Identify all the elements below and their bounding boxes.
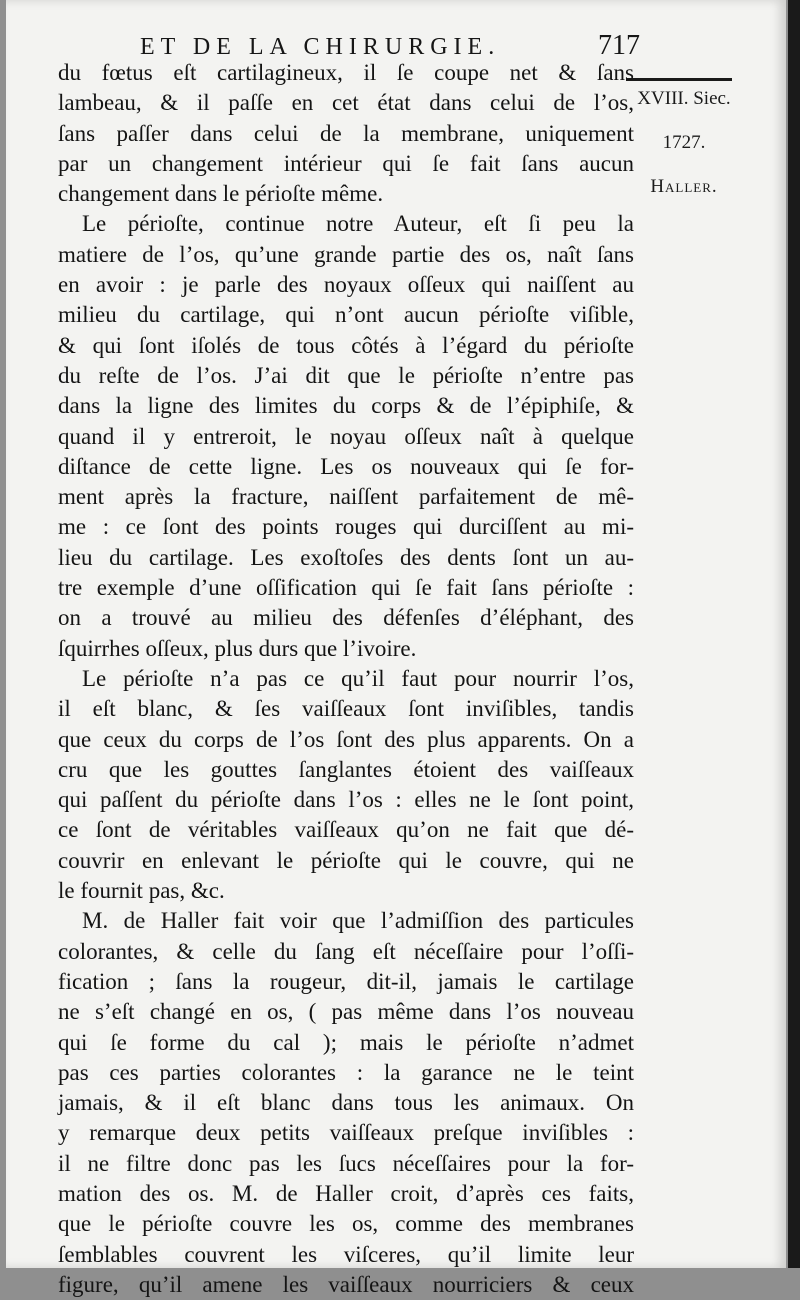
margin-year: 1727. [662, 132, 706, 153]
text-line: cru que les gouttes ſanglantes étoient des vaiſſeaux [58, 756, 634, 782]
text-line: mation des os. M. de Haller croit, d’après ces faits, [58, 1180, 634, 1206]
text-line: ce ſont de véritables vaiſſeaux qu’on ne fait que dé- [58, 817, 634, 843]
text-line: M. de Haller fait voir que l’admiſſion des particules [82, 908, 634, 934]
paragraph-1 [58, 58, 634, 209]
text-line: & qui ſont iſolés de tous côtés à l’égard du périoſte [58, 332, 634, 358]
page-number: 717 [598, 30, 640, 61]
text-line: milieu du cartilage, qui n’ont aucun périoſte viſible, [58, 302, 634, 328]
text-line: figure, qu’il amene les vaiſſeaux nourriciers & ceux [58, 1271, 634, 1297]
text-line: lambeau, & il paſſe en cet état dans celui de l’os, [58, 90, 634, 116]
text-line: changement dans le périoſte même. [58, 181, 384, 207]
text-line: jamais, & il eſt blanc dans tous les animaux. On [58, 1090, 634, 1116]
text-line: du reſte de l’os. J’ai dit que le périoſte n’entre pas [58, 362, 634, 388]
margin-century: XVIII. Siec. [637, 88, 731, 109]
running-title: ET DE LA CHIRURGIE. [140, 34, 501, 60]
text-line: le fournit pas, &c. [58, 878, 225, 904]
text-line: ſans paſſer dans celui de la membrane, uniquement [58, 120, 634, 146]
text-line: par un changement intérieur qui ſe fait ſans aucun [58, 150, 634, 176]
margin-rule [626, 78, 732, 81]
margin-notes [634, 88, 754, 220]
book-page [6, 0, 786, 1297]
text-line: Le périoſte n’a pas ce qu’il faut pour nourrir l’os, [82, 665, 634, 691]
text-line: qui ſe forme du cal ); mais le périoſte n’admet [58, 1029, 634, 1055]
text-line: lieu du cartilage. Les exoſtoſes des dents ſont un au- [58, 544, 634, 570]
text-line: dans la ligne des limites du corps & de l’épiphiſe, & [58, 393, 634, 419]
text-line: on a trouvé au milieu des défenſes d’éléphant, des [58, 605, 634, 631]
text-line: Le périoſte, continue notre Auteur, eſt ſi peu la [82, 211, 634, 237]
text-line: ment après la fracture, naiſſent parfaitement de mê- [58, 484, 634, 510]
text-line: colorantes, & celle du ſang eſt néceſſaire pour l’oſſi- [58, 938, 634, 964]
text-line: du fœtus eſt cartilagineux, il ſe coupe net & ſans [58, 60, 634, 85]
text-line: en avoir : je parle des noyaux oſſeux qui naiſſent au [58, 272, 634, 298]
text-line: ſemblables couvrent les viſceres, qu’il limite leur [58, 1241, 634, 1267]
text-line: ſquirrhes oſſeux, plus durs que l’ivoire. [58, 635, 417, 661]
paragraph-4 [58, 906, 634, 1300]
text-line: diſtance de cette ligne. Les os nouveaux qui ſe for- [58, 453, 634, 479]
text-line: quand il y entreroit, le noyau oſſeux naît à quelque [58, 423, 634, 449]
text-line: il ne filtre donc pas les ſucs néceſſaires pour la for- [58, 1150, 634, 1176]
paragraph-2 [58, 209, 634, 663]
book-spine-shadow [788, 0, 800, 1268]
text-line: matiere de l’os, qu’une grande partie des os, naît ſans [58, 241, 634, 267]
body-text [58, 58, 634, 1300]
text-line: pas ces parties colorantes : la garance ne le teint [58, 1059, 634, 1085]
text-line: tre exemple d’une oſſification qui ſe fait ſans périoſte : [58, 575, 634, 601]
text-line: me : ce ſont des points rouges qui durciſſent au mi- [58, 514, 634, 540]
text-line: que le périoſte couvre les os, comme des membranes [58, 1211, 634, 1237]
text-line: il eſt blanc, & ſes vaiſſeaux ſont inviſibles, tandis [58, 696, 634, 722]
text-line: fication ; ſans la rougeur, dit-il, jamais le cartilage [58, 968, 634, 994]
text-line: ne s’eſt changé en os, ( pas même dans l’os nouveau [58, 999, 634, 1025]
margin-author: Haller. [650, 176, 718, 197]
text-line: y remarque deux petits vaiſſeaux preſque inviſibles : [58, 1120, 634, 1146]
text-line: qui paſſent du périoſte dans l’os : elles ne le ſont point, [58, 787, 634, 813]
text-line: que ceux du corps de l’os ſont des plus apparents. On a [58, 726, 634, 752]
paragraph-3 [58, 664, 634, 906]
text-line: couvrir en enlevant le périoſte qui le couvre, qui ne [58, 847, 634, 873]
